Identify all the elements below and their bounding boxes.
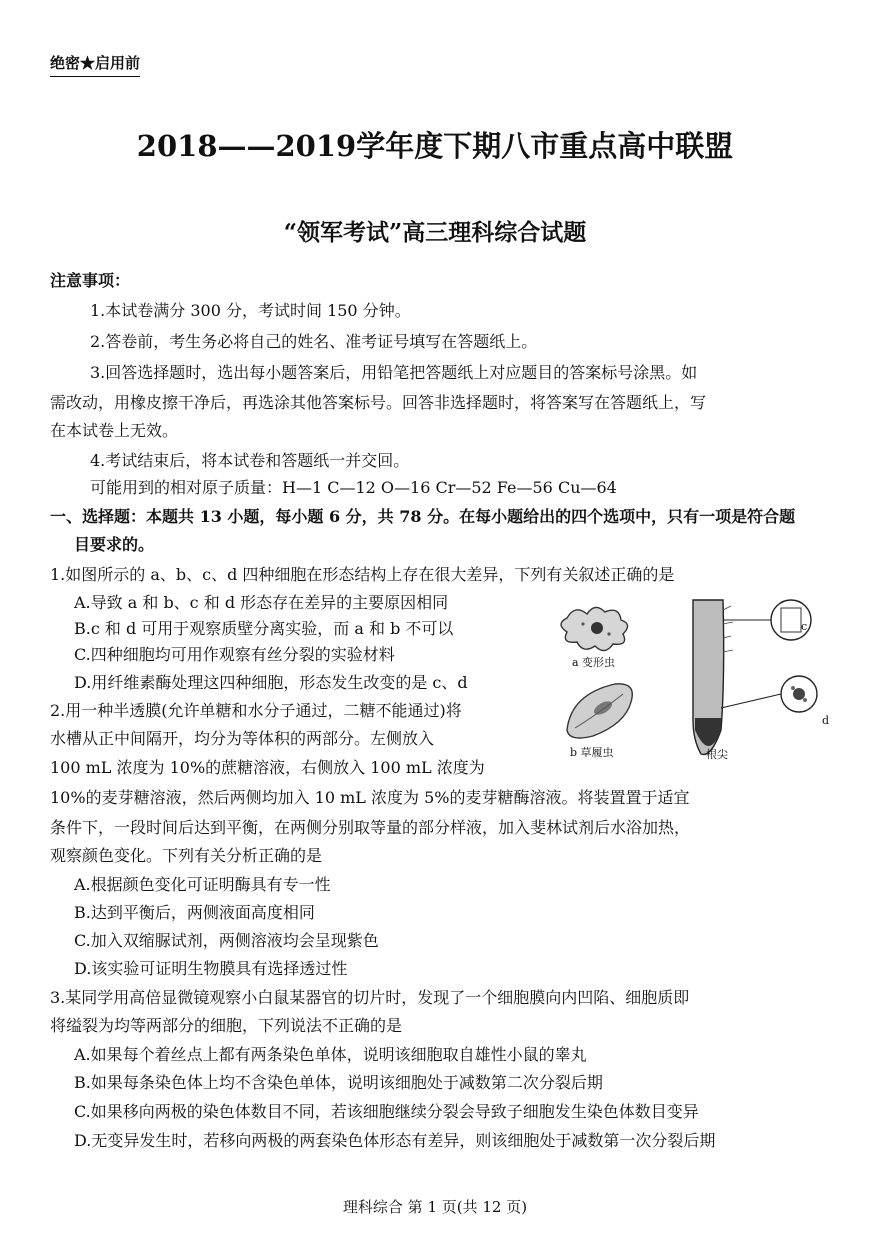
q3-option: A.如果每个着丝点上都有两条染色单体，说明该细胞取自雄性小鼠的睾丸 [74, 1045, 587, 1064]
q3-stem: 3.某同学用高倍显微镜观察小白鼠某器官的切片时，发现了一个细胞膜向内凹陷、细胞质即 [50, 988, 690, 1007]
q2-option: B.达到平衡后，两侧液面高度相同 [74, 903, 315, 922]
fig-label-root: 根尖 [706, 748, 728, 761]
exam-title: 2018——2019学年度下期八市重点高中联盟 [136, 129, 734, 163]
q2-stem: 10%的麦芽糖溶液，然后两侧均加入 10 mL 浓度为 5%的麦芽糖酶溶液。将装置置于适宜 [50, 788, 690, 807]
q2-stem: 100 mL 浓度为 10%的蔗糖溶液，右侧放入 100 mL 浓度为 [50, 758, 485, 777]
q2-option: C.加入双缩脲试剂，两侧溶液均会呈现紫色 [74, 931, 379, 950]
q2-stem: 2.用一种半透膜(允许单糖和水分子通过，二糖不能通过)将 [50, 701, 462, 720]
q1-option: A.导致 a 和 b、c 和 d 形态存在差异的主要原因相同 [74, 593, 449, 612]
q3-option: B.如果每条染色体上均不含染色单体，说明该细胞处于减数第二次分裂后期 [74, 1073, 603, 1092]
q3-stem: 将缢裂为均等两部分的细胞，下列说法不正确的是 [50, 1016, 403, 1035]
fig-label-a: a 变形虫 [572, 656, 616, 669]
note-item: 2.答卷前，考生务必将自己的姓名、准考证号填写在答题纸上。 [90, 332, 538, 351]
fig-label-b: b 草履虫 [570, 746, 614, 759]
fig-label-c: c [801, 620, 808, 633]
q3-option: D.无变异发生时，若移向两极的两套染色体形态有差异，则该细胞处于减数第一次分裂后期 [74, 1131, 716, 1150]
atomic-mass-line: 可能用到的相对原子质量：H—1 C—12 O—16 Cr—52 Fe—56 Cu—64 [90, 478, 617, 497]
note-item: 4.考试结束后，将本试卷和答题纸一并交回。 [90, 451, 410, 470]
secret-mark: 绝密★启用前 [50, 52, 140, 77]
notes-heading: 注意事项： [50, 271, 131, 290]
note-item: 3.回答选择题时，选出每小题答案后，用铅笔把答题纸上对应题目的答案标号涂黑。如 [90, 363, 698, 382]
q1-option: C.四种细胞均可用作观察有丝分裂的实验材料 [74, 645, 395, 664]
q2-option: A.根据颜色变化可证明酶具有专一性 [74, 875, 331, 894]
section-heading-cont: 目要求的。 [74, 535, 155, 554]
exam-subtitle: “领军考试”高三理科综合试题 [283, 219, 587, 246]
q2-stem: 观察颜色变化。下列有关分析正确的是 [50, 846, 323, 865]
note-item: 在本试卷上无效。 [50, 421, 179, 440]
section-heading: 一、选择题：本题共 13 小题，每小题 6 分，共 78 分。在每小题给出的四个选项中，只有一项是符合题 [50, 507, 796, 526]
root-tip-drawing [693, 600, 817, 755]
cell-figure [545, 590, 835, 765]
q1-option: D.用纤维素酶处理这四种细胞，形态发生改变的是 c、d [74, 673, 468, 692]
q2-option: D.该实验可证明生物膜具有选择透过性 [74, 959, 348, 978]
fig-label-d: d [822, 714, 830, 727]
page-footer: 理科综合 第 1 页(共 12 页) [342, 1198, 528, 1216]
note-item: 1.本试卷满分 300 分，考试时间 150 分钟。 [90, 301, 411, 320]
q1-stem: 1.如图所示的 a、b、c、d 四种细胞在形态结构上存在很大差异，下列有关叙述正确的是 [50, 565, 675, 584]
q3-option: C.如果移向两极的染色体数目不同，若该细胞继续分裂会导致子细胞发生染色体数目变异 [74, 1102, 699, 1121]
amoeba-drawing [561, 607, 628, 650]
note-item: 需改动，用橡皮擦干净后，再选涂其他答案标号。回答非选择题时，将答案写在答题纸上，写 [50, 393, 707, 412]
paramecium-drawing [567, 684, 632, 738]
q2-stem: 水槽从正中间隔开，均分为等体积的两部分。左侧放入 [50, 729, 435, 748]
q2-stem: 条件下，一段时间后达到平衡，在两侧分别取等量的部分样液，加入斐林试剂后水浴加热， [50, 818, 691, 837]
q1-option: B.c 和 d 可用于观察质壁分离实验，而 a 和 b 不可以 [74, 619, 454, 638]
